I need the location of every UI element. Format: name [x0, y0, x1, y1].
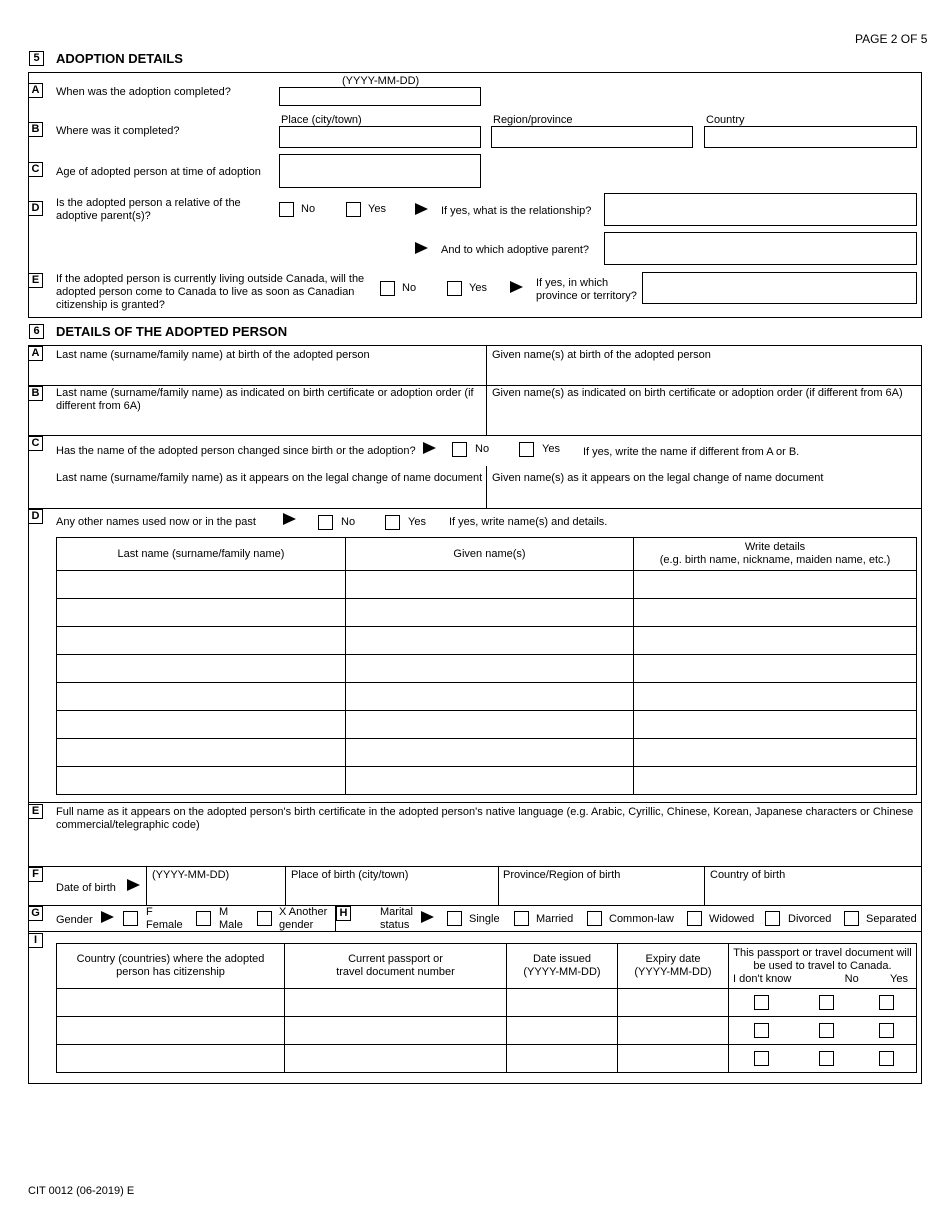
- marital-single-label: Single: [469, 913, 500, 925]
- divider: [28, 385, 922, 386]
- table-header-row: [57, 944, 917, 989]
- relative-question: Is the adopted person a relative of the adoptive parent(s)?: [56, 197, 241, 222]
- gender-label: Gender: [56, 914, 93, 926]
- marital-separated-label: Separated: [866, 913, 917, 925]
- relative-no-label: No: [301, 203, 316, 215]
- citizenship-cell[interactable]: [57, 1017, 285, 1045]
- other-names-note: If yes, write name(s) and details.: [449, 516, 608, 528]
- other-names-yes-label: Yes: [408, 516, 426, 528]
- item-5c-tag: C: [28, 162, 43, 177]
- expiry-header-line-2: (YYYY-MM-DD): [634, 966, 712, 978]
- gender-another-code: X Another: [279, 906, 328, 918]
- given-name-cell[interactable]: [346, 655, 634, 683]
- changed-last-name-label: Last name (surname/family name) as it appears on the legal change of name document: [56, 472, 483, 484]
- given-name-cell[interactable]: [346, 627, 634, 655]
- passport-header-line-1: Current passport or: [348, 953, 443, 965]
- details-cell[interactable]: [634, 655, 917, 683]
- travel-dont-know-checkbox[interactable]: [754, 1051, 769, 1066]
- divider: [285, 866, 286, 905]
- relative-yes-checkbox[interactable]: [346, 202, 361, 217]
- form-code: CIT 0012 (06-2019) E: [28, 1185, 135, 1197]
- table-row: [57, 1045, 917, 1073]
- column-header-expiry-date: [618, 944, 729, 989]
- divider: [28, 435, 922, 436]
- item-6e-tag: E: [28, 804, 43, 819]
- last-name-cell[interactable]: [57, 711, 346, 739]
- marital-status-label-1: Marital: [380, 906, 414, 918]
- adoption-date-label: When was the adoption completed?: [56, 86, 231, 98]
- certificate-given-name-label: Given name(s) as indicated on birth certificate or adoption order (if different from 6A): [492, 387, 903, 399]
- travel-dont-know-checkbox[interactable]: [754, 995, 769, 1010]
- birth-last-name-label: Last name (surname/family name) at birth of the adopted person: [56, 349, 370, 361]
- given-name-cell[interactable]: [346, 739, 634, 767]
- province-of-birth-label: Province/Region of birth: [503, 869, 621, 881]
- native-language-name-label: Full name as it appears on the adopted person's birth certificate in the adopted person's native language (e.g. Arabic, Cyrillic, Chinese, Korean, Japanese characters or Chinese commercial/telegraphic code): [56, 806, 914, 831]
- divider: [28, 508, 922, 509]
- province-of-birth-input[interactable]: [500, 884, 703, 904]
- marital-status-label-2: status: [380, 919, 410, 931]
- living-outside-question: If the adopted person is currently living outside Canada, will the adopted person come to Canada to live as soon as Canadian citizenship is granted?: [56, 273, 365, 311]
- province-territory-input[interactable]: [642, 272, 917, 304]
- travel-header-line-2: be used to travel to Canada.: [753, 960, 892, 972]
- item-6b-tag: B: [28, 386, 43, 401]
- divider: [486, 385, 487, 435]
- place-of-birth-input[interactable]: [287, 884, 496, 904]
- date-of-birth-input[interactable]: [148, 884, 283, 904]
- other-names-yes-checkbox[interactable]: [385, 515, 400, 530]
- birth-given-name-input[interactable]: [488, 362, 920, 384]
- item-6d-tag: D: [28, 509, 43, 524]
- arrow-icon: [510, 281, 523, 293]
- gender-another-label: gender: [279, 919, 314, 931]
- arrow-icon: [415, 242, 428, 254]
- section-6-title: DETAILS OF THE ADOPTED PERSON: [56, 324, 288, 339]
- details-cell[interactable]: [634, 739, 917, 767]
- travel-options-header: [729, 973, 916, 986]
- item-6h-tag: H: [336, 906, 351, 921]
- which-parent-input[interactable]: [604, 232, 917, 265]
- marital-common-law-label: Common-law: [609, 913, 674, 925]
- last-name-cell[interactable]: [57, 767, 346, 795]
- column-header-passport-number: [285, 944, 507, 989]
- last-name-cell[interactable]: [57, 599, 346, 627]
- table-row: [57, 989, 917, 1017]
- certificate-given-name-input[interactable]: [488, 414, 920, 434]
- divider: [28, 802, 922, 803]
- date-issued-cell[interactable]: [507, 1017, 618, 1045]
- divider: [146, 866, 147, 905]
- passport-number-cell[interactable]: [285, 1045, 507, 1073]
- item-6i-tag: I: [28, 933, 43, 948]
- gender-male-checkbox[interactable]: [196, 911, 211, 926]
- table-row: [57, 571, 917, 599]
- arrow-icon: [283, 513, 296, 525]
- adoption-country-input[interactable]: [704, 126, 917, 148]
- certificate-last-name-label: Last name (surname/family name) as indicated on birth certificate or adoption order (if different from 6A): [56, 387, 474, 412]
- given-name-cell[interactable]: [346, 683, 634, 711]
- dont-know-label: I don't know: [733, 973, 792, 985]
- details-cell[interactable]: [634, 767, 917, 795]
- item-5e-tag: E: [28, 273, 43, 288]
- travel-yes-checkbox[interactable]: [879, 995, 894, 1010]
- travel-use-cell: [729, 989, 917, 1017]
- marital-separated-checkbox[interactable]: [844, 911, 859, 926]
- name-changed-note: If yes, write the name if different from A or B.: [583, 446, 800, 458]
- gender-male-code: M: [219, 906, 229, 918]
- province-territory-label: If yes, in which province or territory?: [536, 277, 637, 302]
- travel-no-checkbox[interactable]: [819, 1051, 834, 1066]
- item-6f-tag: F: [28, 867, 43, 882]
- citizenship-cell[interactable]: [57, 1045, 285, 1073]
- birth-given-name-label: Given name(s) at birth of the adopted person: [492, 349, 711, 361]
- expiry-date-cell[interactable]: [618, 1045, 729, 1073]
- relative-yes-label: Yes: [368, 203, 386, 215]
- living-outside-yes-checkbox[interactable]: [447, 281, 462, 296]
- native-language-name-input[interactable]: [56, 836, 918, 864]
- item-6a-tag: A: [28, 346, 43, 361]
- column-header-travel-use: [729, 944, 917, 989]
- expiry-date-cell[interactable]: [618, 1017, 729, 1045]
- column-header-date-issued: [507, 944, 618, 989]
- travel-use-cell: [729, 1017, 917, 1045]
- given-name-cell[interactable]: [346, 571, 634, 599]
- divider: [498, 866, 499, 905]
- name-changed-yes-label: Yes: [542, 443, 560, 455]
- divider: [486, 466, 487, 508]
- adoption-region-input[interactable]: [491, 126, 693, 148]
- adoption-place-label: Where was it completed?: [56, 125, 180, 137]
- citizenship-cell[interactable]: [57, 989, 285, 1017]
- adoption-date-format: (YYYY-MM-DD): [342, 75, 420, 87]
- adoption-city-input[interactable]: [279, 126, 481, 148]
- given-name-cell[interactable]: [346, 767, 634, 795]
- birth-last-name-input[interactable]: [56, 362, 485, 384]
- column-header-given-name: Given name(s): [346, 538, 634, 571]
- item-5b-tag: B: [28, 122, 43, 137]
- adoption-region-label: Region/province: [493, 114, 573, 126]
- details-header-line-1: Write details: [744, 541, 806, 553]
- last-name-cell[interactable]: [57, 627, 346, 655]
- last-name-cell[interactable]: [57, 739, 346, 767]
- divider: [704, 866, 705, 905]
- divider: [28, 931, 922, 932]
- table-row: [57, 655, 917, 683]
- gender-another-checkbox[interactable]: [257, 911, 272, 926]
- living-outside-yes-label: Yes: [469, 282, 487, 294]
- travel-yes-checkbox[interactable]: [879, 1051, 894, 1066]
- expiry-date-cell[interactable]: [618, 989, 729, 1017]
- adoption-age-input[interactable]: [279, 154, 481, 188]
- details-cell[interactable]: [634, 571, 917, 599]
- details-cell[interactable]: [634, 683, 917, 711]
- last-name-cell[interactable]: [57, 571, 346, 599]
- gender-female-label: Female: [146, 919, 183, 931]
- details-cell[interactable]: [634, 599, 917, 627]
- country-of-birth-label: Country of birth: [710, 869, 786, 881]
- relationship-input[interactable]: [604, 193, 917, 226]
- other-names-question: Any other names used now or in the past: [56, 516, 256, 528]
- country-of-birth-input[interactable]: [706, 884, 918, 904]
- relative-no-checkbox[interactable]: [279, 202, 294, 217]
- table-row: [57, 683, 917, 711]
- table-header-row: [57, 538, 917, 571]
- marital-married-label: Married: [536, 913, 574, 925]
- date-issued-cell[interactable]: [507, 989, 618, 1017]
- date-issued-cell[interactable]: [507, 1045, 618, 1073]
- other-names-no-checkbox[interactable]: [318, 515, 333, 530]
- yes-label: Yes: [890, 973, 908, 985]
- item-6g-tag: G: [28, 906, 43, 921]
- adoption-city-label: Place (city/town): [281, 114, 362, 126]
- adoption-country-label: Country: [706, 114, 745, 126]
- item-5d-tag: D: [28, 201, 43, 216]
- travel-dont-know-checkbox[interactable]: [754, 1023, 769, 1038]
- which-parent-label: And to which adoptive parent?: [441, 244, 589, 256]
- marital-married-checkbox[interactable]: [514, 911, 529, 926]
- arrow-icon: [421, 911, 434, 923]
- item-5a-tag: A: [28, 83, 43, 98]
- page-number: PAGE 2 OF 5: [855, 32, 928, 46]
- item-6c-tag: C: [28, 436, 43, 451]
- citizenship-header-line-2: person has citizenship: [116, 966, 225, 978]
- citizenship-table: [56, 943, 917, 1073]
- section-5-title: ADOPTION DETAILS: [56, 51, 183, 66]
- details-header-line-2: (e.g. birth name, nickname, maiden name, etc.): [659, 554, 891, 566]
- travel-no-checkbox[interactable]: [819, 995, 834, 1010]
- date-of-birth-label: Date of birth: [56, 882, 116, 894]
- travel-use-cell: [729, 1045, 917, 1073]
- issued-header-line-2: (YYYY-MM-DD): [523, 966, 601, 978]
- arrow-icon: [415, 203, 428, 215]
- travel-header-line-1: This passport or travel document will: [733, 947, 912, 959]
- table-row: [57, 1017, 917, 1045]
- living-outside-no-label: No: [402, 282, 417, 294]
- adoption-age-label: Age of adopted person at time of adoption: [56, 166, 261, 178]
- marital-widowed-checkbox[interactable]: [687, 911, 702, 926]
- other-names-table: [56, 537, 917, 795]
- travel-yes-checkbox[interactable]: [879, 1023, 894, 1038]
- arrow-icon: [127, 879, 140, 891]
- certificate-last-name-input[interactable]: [56, 414, 485, 434]
- column-header-citizenship: [57, 944, 285, 989]
- relationship-label: If yes, what is the relationship?: [441, 205, 592, 217]
- arrow-icon: [101, 911, 114, 923]
- adoption-date-input[interactable]: [279, 87, 481, 106]
- name-changed-no-checkbox[interactable]: [452, 442, 467, 457]
- travel-no-checkbox[interactable]: [819, 1023, 834, 1038]
- passport-header-line-2: travel document number: [336, 966, 455, 978]
- given-name-cell[interactable]: [346, 599, 634, 627]
- table-row: [57, 627, 917, 655]
- section-5-number: 5: [29, 51, 44, 66]
- section-6-number: 6: [29, 324, 44, 339]
- divider: [486, 345, 487, 385]
- living-outside-no-checkbox[interactable]: [380, 281, 395, 296]
- marital-divorced-checkbox[interactable]: [765, 911, 780, 926]
- changed-last-name-input[interactable]: [56, 486, 485, 507]
- table-row: [57, 599, 917, 627]
- gender-female-code: F: [146, 906, 153, 918]
- gender-female-checkbox[interactable]: [123, 911, 138, 926]
- details-cell[interactable]: [634, 627, 917, 655]
- arrow-icon: [423, 442, 436, 454]
- name-changed-question: Has the name of the adopted person changed since birth or the adoption?: [56, 445, 416, 457]
- divider: [28, 905, 922, 906]
- last-name-cell[interactable]: [57, 655, 346, 683]
- details-cell[interactable]: [634, 711, 917, 739]
- passport-number-cell[interactable]: [285, 989, 507, 1017]
- issued-header-line-1: Date issued: [532, 953, 592, 965]
- last-name-cell[interactable]: [57, 683, 346, 711]
- divider: [28, 866, 922, 867]
- marital-divorced-label: Divorced: [788, 913, 832, 925]
- name-changed-no-label: No: [475, 443, 490, 455]
- name-changed-yes-checkbox[interactable]: [519, 442, 534, 457]
- no-label: No: [844, 973, 859, 985]
- other-names-no-label: No: [341, 516, 356, 528]
- column-header-last-name: Last name (surname/family name): [57, 538, 346, 571]
- date-of-birth-format: (YYYY-MM-DD): [152, 869, 230, 881]
- table-row: [57, 767, 917, 795]
- expiry-header-line-1: Expiry date: [645, 953, 701, 965]
- marital-single-checkbox[interactable]: [447, 911, 462, 926]
- column-header-details: [634, 538, 917, 571]
- changed-given-name-input[interactable]: [488, 486, 920, 507]
- place-of-birth-label: Place of birth (city/town): [291, 869, 409, 881]
- changed-given-name-label: Given name(s) as it appears on the legal change of name document: [492, 472, 824, 484]
- citizenship-header-line-1: Country (countries) where the adopted: [76, 953, 265, 965]
- marital-common-law-checkbox[interactable]: [587, 911, 602, 926]
- gender-male-label: Male: [219, 919, 243, 931]
- marital-widowed-label: Widowed: [709, 913, 755, 925]
- table-row: [57, 711, 917, 739]
- passport-number-cell[interactable]: [285, 1017, 507, 1045]
- given-name-cell[interactable]: [346, 711, 634, 739]
- table-row: [57, 739, 917, 767]
